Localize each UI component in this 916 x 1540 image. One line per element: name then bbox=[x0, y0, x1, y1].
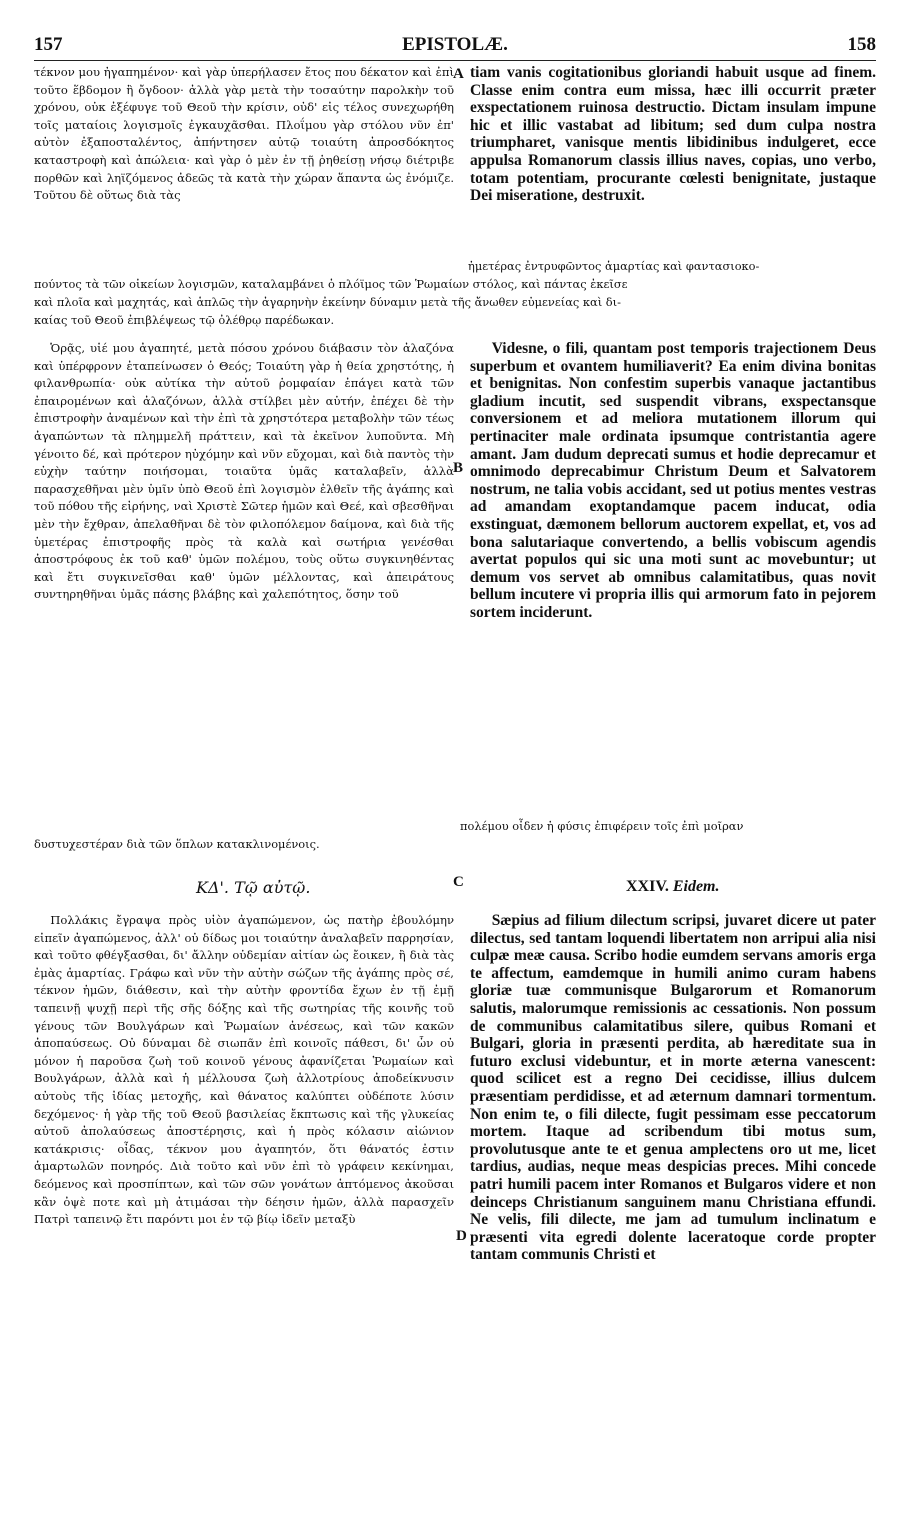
latin-section-title: Eidem. bbox=[672, 878, 720, 895]
greek-full-line-2: καὶ πλοῖα καὶ μαχητάς, καὶ ἁπλῶς τὴν ἀγαρηνὴν ἐκείνην δύναμιν μετὰ τῆς ἄνωθεν εὐμενείας καὶ δι- bbox=[34, 295, 621, 309]
greek-section-heading: ΚΔ'. Τῷ αὐτῷ. bbox=[196, 878, 311, 897]
greek-paragraph-2: Ὁρᾷς, υἱέ μου ἀγαπητέ, μετὰ πόσου χρόνου διάβασιν τὸν ἀλαζόνα καὶ ὑπέρφρονν ἐταπείνωσεν ὁ Θεός; Τοιαύτη γὰρ ἡ θεία χρηστότης, ἡ φιλανθρωπία· οὐκ αὐτίκα τὴν αὐτοῦ ῥομφαίαν ἐπάγει κατὰ τῶν ἐπαιρομένων καὶ ἀλαζόνων, ἀλλὰ στίλβει μὲν αὐτήν, ἐπέχει δὲ τὴν ἐπιστροφὴν ἀναμένων καὶ τὴν ἐπὶ τὰ χρηστότερα μεταβολὴν τῶν τέως ἀγαπώντων τὰ πλημμελῆ πράττειν, καὶ τὰ ἐκεῖνον λυποῦντα. Μὴ γένοιτο δέ, καὶ πρότερον ηὐχόμην καὶ νῦν εὔχομαι, καὶ διὰ παντὸς τὴν εὐχὴν ταύτην ποιήσομαι, τοιαῦτα ὑμᾶς καταλαβεῖν, ἀλλὰ παρασχεθῆναι μὲν ὑμῖν ὑπὸ Θεοῦ ἐπὶ λογισμὸν ἐλθεῖν τῆς ἀγάπης καὶ τοῦ πόθου τῆς εἰρήνης, ναὶ Χριστὲ Σῶτερ ἡμῶν καὶ Θεέ, καὶ σβεσθῆναι μὲν τὴν ἔχθραν, ἀπελαθῆναι δὲ τὸν φιλοπόλεμον δαίμονα, καὶ διὰ τῆς ὑμετέρας ἐπιστροφῆς πρὸς τὰ καλὰ καὶ σωτήρια γενέσθαι ἀποστρόφους ἐκ τοῦ καθ' ὑμῶν πολέμου, τοὺς οὕτω συγκινηθέντας καὶ ἔτι συγκινεῖσθαι καθ' ὑμῶν μέλλοντας, καὶ ἀπειράτους συντηρηθῆναι ὑμᾶς πάσης βλάβης καὶ χαλεπότητος, ὅσην τοῦ bbox=[34, 341, 454, 602]
margin-letter-a: A bbox=[453, 66, 464, 82]
latin-section-heading bbox=[626, 878, 720, 896]
greek-full-line-1: πούντος τὰ τῶν οἰκείων λογισμῶν, καταλαμβάνει ὁ πλόϊμος τῶν Ῥωμαίων στόλος, καὶ πάντας ἐκεῖσε bbox=[34, 277, 628, 291]
latin-column-1 bbox=[470, 64, 876, 260]
greek-tail-1: ἡμετέρας ἐντρυφῶντος ἁμαρτίας καὶ φαντασιοκο- bbox=[468, 259, 760, 273]
running-title: EPISTOLÆ. bbox=[402, 34, 508, 55]
greek-paragraph-1: τέκνον μου ἠγαπημένον· καὶ γὰρ ὑπερήλασεν ἔτος που δέκατον καὶ ἐπὶ τοῦτο ἕβδομον ἢ ὄγδοον· ἀλλὰ γὰρ μετὰ τὴν τοσαύτην παρολκὴν τοῦ χρόνου, οὐκ ἐξέφυγε τοῦ Θεοῦ τὴν κρίσιν, οὐδ' εἰς τέλος συνεχωρήθη τοῖς ματαίοις λογισμοῖς ἐγκαυχᾶσθαι. Πλοΐμου γὰρ στόλου νῦν ἐπ' αὐτὸν ἐξαποσταλέντος, ἀπήντησεν αὐτῷ τοιαύτη ἀπροσδόκητος καταστροφὴ καὶ ἀπώλεια· καὶ γὰρ ὁ μὲν ἐν τῇ ῥηθείσῃ νήσῳ διέτριβε πορθῶν καὶ ληϊζόμενος ἀδεῶς τὰ κατὰ τὴν χώραν ἅπαντα ὡς ἐνόμιζε. Τοῦτου δὲ οὕτως διὰ τὰς bbox=[34, 65, 454, 203]
margin-letter-b: B bbox=[453, 460, 464, 476]
margin-letter-d: D bbox=[456, 1228, 467, 1244]
page-header bbox=[34, 34, 876, 62]
margin-letter-c: C bbox=[453, 874, 464, 890]
greek-tail-2: πολέμου οἶδεν ἡ φύσις ἐπιφέρειν τοῖς ἐπὶ μοῖραν bbox=[460, 819, 744, 833]
greek-full-line-3: καίας τοῦ Θεοῦ ἐπιβλέψεως τῷ ὀλέθρῳ παρέδωκαν. bbox=[34, 313, 335, 327]
greek-column-2 bbox=[34, 340, 454, 830]
latin-column-3 bbox=[470, 912, 876, 1472]
latin-paragraph-3: Sæpius ad filium dilectum scripsi, juvaret dicere ut pater dilectus, sed tantam loquendi libertatem non arripui alia nisi culpæ meæ causa. Scribo hodie eumdem servans amoris erga te affectum, eamdemque in humili animo curam habens gloriæ tuæ communisque Bulgarorum et Romanorum salutis, malorumque remissionis ac cessationis. Non possum de communibus calamitatibus silere, quibus Romani et Bulgari, gloria in præsenti perdita, ab hæreditate sua in futuro exclusi videbuntur, et in morte æterna vanescent: quod scilicet est a regno Dei cecidisse, illius dulcem præsentiam perdidisse, et ad æternum damnari tormentum. Non enim te, o fili dilecte, fugit pessimam esse peccatorum mortem. Itaque ad scribendum tibi motus sum, provolutusque ante te et genua amplectens oro ut me, licet tardius, audias, neque meas despicias preces. Mihi concede patri humili pacem inter Romanos et Bulgaros videre et non deinceps Christianum sanguinem manu Christiana effundi. Ne velis, fili dilecte, me jam ad tumulum inclinatum e præsenti vita egredi dolente laceratoque corde propter tantam communis Christi et bbox=[470, 912, 876, 1264]
greek-column-1 bbox=[34, 64, 454, 276]
header-rule bbox=[34, 60, 876, 61]
right-page-number: 158 bbox=[847, 34, 876, 55]
latin-paragraph-2: Videsne, o fili, quantam post temporis trajectionem Deus superbum et ovantem humiliaverit? Ea enim divina bonitas et benignitas. Non confestim superbis vanaque jactantibus gladium incutit, sed suspendit vibrans, exspectansque conversionem et ad meliora mutationem illorum qui pertinaciter male ordinata ipsumque contristantia agere amant. Jam dudum deprecati sumus et hodie deprecamur et omnimodo deprecabimur Christum Deum et Salvatorem nostrum, ne talia vobis accidant, sed ut potius mentes vestras ad amandam exoptandamque pacem inducat, odia exstinguat, dæmonem bellorum auctorem expellat, et, vos ad bona salutariaque convertendo, a bellis vobiscum agendis avertat populos qui sic una moti sunt ac movebuntur; ut demum vos servet ab omnibus calamitatibus, quas novit bellum incutere vi propria illis qui armorum fato in pejorem sortem inciderunt. bbox=[470, 340, 876, 621]
latin-paragraph-1: tiam vanis cogitationibus gloriandi habuit usque ad finem. Classe enim contra eum missa, hæc illi occurrit præter exspectationem ruinosa destructio. Dictam insulam impune hic et illic vastabat ad libitum; sed dum culpa nostra triumpharet, vanisque mentis libidinibus indulgeret, ecce appulsa Romanorum classis illius naves, copias, uno verbo, totam potentiam, procurante cœlesti benignitate, justaque Dei miseratione, destruxit. bbox=[470, 64, 876, 205]
latin-section-number: XXIV. bbox=[626, 878, 669, 895]
greek-paragraph-3: Πολλάκις ἔγραψα πρὸς υἱὸν ἀγαπώμενον, ὡς πατὴρ ἐβουλόμην εἰπεῖν ἀγαπώμενος, ἀλλ' οὐ δίδως μοι τοιαύτην ἀναλαβεῖν παρρησίαν, καὶ τοῦτο φθέγξασθαι, δι' ἄλλην οὐδεμίαν αἰτίαν ὡς ἔοικεν, ἢ διὰ τὰς ἐμὰς ἁμαρτίας. Γράφω καὶ νῦν τὴν αὐτὴν σώζων τῆς ἀγάπης πρὸς σέ, τέκνον ἡμῶν, διάθεσιν, καὶ τὴν αὐτὴν φροντίδα ἔχων ἐν τῇ ἐμῇ ταπεινῇ ψυχῇ περὶ τῆς σῆς δόξης καὶ τῆς σωτηρίας τῆς κοινῆς τοῦ γένους τῶν Βουλγάρων καὶ Ῥωμαίων ἀνέσεως, καὶ τῶν κακῶν ἀποπαύσεως. Οὐ δύναμαι δὲ σιωπᾶν ἐπὶ κοινοῖς πάθεσι, δι' ὧν οὐ μόνον ἡ παροῦσα ζωὴ τοῦ κοινοῦ γένους ἀφανίζεται Ῥωμαίων καὶ Βουλγάρων, ἀλλὰ καὶ ἡ μέλλουσα ζωὴ ἀλλοτρίους ἀποδείκνυσιν αὐτοὺς τῆς ἰδίας μετοχῆς, καὶ θάνατος καλύπτει οὐδέποτε λύσιν δεχόμενος· ἡ γὰρ τῆς τοῦ Θεοῦ βασιλείας ἔκπτωσις καὶ τῆς γλυκείας αὐτοῦ ἀπολαύσεως ἀποστέρησις, καὶ ἡ πρὸς κόλασιν αἰώνιον κατάκρισις· οἶδας, τέκνον μου ἀγαπητόν, ὅτι θάνατός ἐστιν ἁμαρτωλῶν πονηρός. Διὰ τοῦτο καὶ νῦν ἐπὶ τὸ γράφειν κεκίνημαι, δεόμενος καὶ προσπίπτων, καὶ τῶν σῶν γονάτων ἁπτόμενος ἀκοῦσαι κἂν ὀψὲ ποτε καὶ μὴ ἀτιμάσαι τὴν δέησιν ἡμῶν, ἀλλὰ παρασχεῖν Πατρὶ ταπεινῷ ἔτι παρόντι μοι ἐν τῷ βίῳ ἰδεῖν μεταξὺ bbox=[34, 913, 454, 1227]
left-page-number: 157 bbox=[34, 34, 63, 55]
greek-column-3 bbox=[34, 912, 454, 1472]
latin-column-2 bbox=[470, 340, 876, 816]
greek-last-line-2: δυστυχεστέραν διὰ τῶν ὅπλων κατακλινομένοις. bbox=[34, 837, 320, 851]
